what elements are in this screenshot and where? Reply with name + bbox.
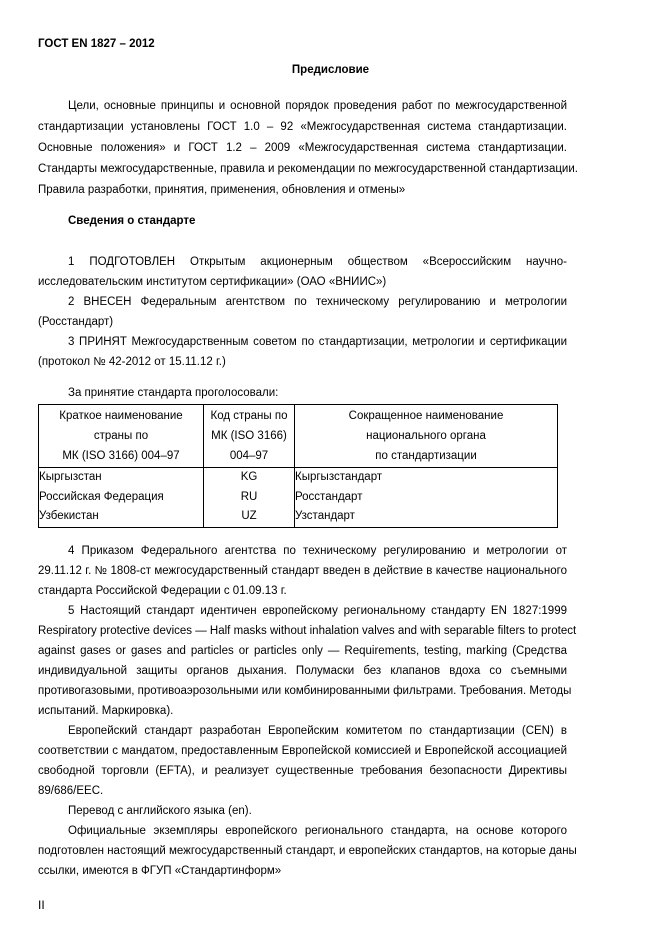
intro-line: Правила разработки, принятия, применения, обновления и отмены» <box>38 184 406 196</box>
page-title: Предисловие <box>291 64 370 76</box>
item-line: (Росстандарт) <box>38 316 114 328</box>
euro-line: 89/686/EEC. <box>38 785 104 797</box>
item-line: (протокол № 42-2012 от 15.11.12 г.) <box>38 356 226 368</box>
intro-line: Стандарты межгосударственные, правила и рекомендации по межгосударственной стандартизации. <box>38 163 578 175</box>
item-line: 3 ПРИНЯТ Межгосударственным советом по стандартизации, метрологии и сертификации <box>68 336 567 348</box>
official-line: ссылки, имеются в ФГУП «Стандартинформ» <box>38 865 282 877</box>
code-cell: KG RU UZ <box>204 468 295 528</box>
item4-line: 29.11.12 г. № 1808-ст межгосударственный стандарт введен в действие в качестве национального <box>38 565 567 577</box>
official-line: подготовлен настоящий межгосударственный стандарт, и европейских стандартов, на которые даны <box>38 845 577 857</box>
item5-line: against gases or gases and particles or particles only — Requirements, testing, marking (Средства <box>38 645 567 657</box>
header-country: Краткое наименование страны по МК (ISO 3166) 004–97 <box>39 405 204 468</box>
translation-note: Перевод с английского языка (en). <box>68 805 252 817</box>
item5-line: Respiratory protective devices — Half masks without inhalation valves and with separable filters to protect <box>38 625 577 637</box>
header-body: Сокращенное наименование национального органа по стандартизации <box>295 405 558 468</box>
euro-line: Европейский стандарт разработан Европейским комитетом по стандартизации (CEN) в <box>68 725 567 737</box>
item-line: 1 ПОДГОТОВЛЕН Открытым акционерным обществом «Всероссийским научно- <box>68 256 567 268</box>
table-body-row <box>39 468 558 528</box>
official-line: Официальные экземпляры европейского регионального стандарта, на основе которого <box>68 825 567 837</box>
item4-line: стандарта Российской Федерации с 01.09.13 г. <box>38 585 287 597</box>
item-line: исследовательским институтом сертификации» (ОАО «ВНИИС») <box>38 276 387 288</box>
vote-intro: За принятие стандарта проголосовали: <box>68 387 279 399</box>
page-number: II <box>38 898 45 912</box>
section-heading: Сведения о стандарте <box>68 215 196 227</box>
table-header-row <box>39 405 558 468</box>
body-cell: Кыргызстандарт Росстандарт Узстандарт <box>295 468 558 528</box>
euro-line: соответствии с мандатом, предоставленным Европейской комиссией и Европейской ассоциацией <box>38 745 567 757</box>
item5-line: индивидуальной защиты органов дыхания. Полумаски без клапанов вдоха со съемными <box>38 665 567 677</box>
item5-line: противогазовыми, противоаэрозольными или комбинированными фильтрами. Требования. Методы <box>38 685 572 697</box>
item-line: 2 ВНЕСЕН Федеральным агентством по техническому регулированию и метрологии <box>68 296 567 308</box>
item4-line: 4 Приказом Федерального агентства по техническому регулированию и метрологии от <box>68 545 567 557</box>
document-header: ГОСТ EN 1827 – 2012 <box>38 38 155 50</box>
voting-table <box>38 404 558 528</box>
header-code: Код страны по МК (ISO 3166) 004–97 <box>204 405 295 468</box>
item5-line: испытаний. Маркировка). <box>38 705 174 717</box>
intro-line: стандартизации установлены ГОСТ 1.0 – 92 «Межгосударственная система стандартизации. <box>38 121 567 133</box>
country-cell: Кыргызстан Российская Федерация Узбекистан <box>39 468 204 528</box>
intro-line: Цели, основные принципы и основной порядок проведения работ по межгосударственной <box>68 100 567 112</box>
intro-line: Основные положения» и ГОСТ 1.2 – 2009 «Межгосударственная система стандартизации. <box>38 142 567 154</box>
item5-line: 5 Настоящий стандарт идентичен европейскому региональному стандарту EN 1827:1999 <box>68 605 567 617</box>
euro-line: свободной торговли (EFTA), и реализует существенные требования безопасности Директивы <box>38 765 567 777</box>
